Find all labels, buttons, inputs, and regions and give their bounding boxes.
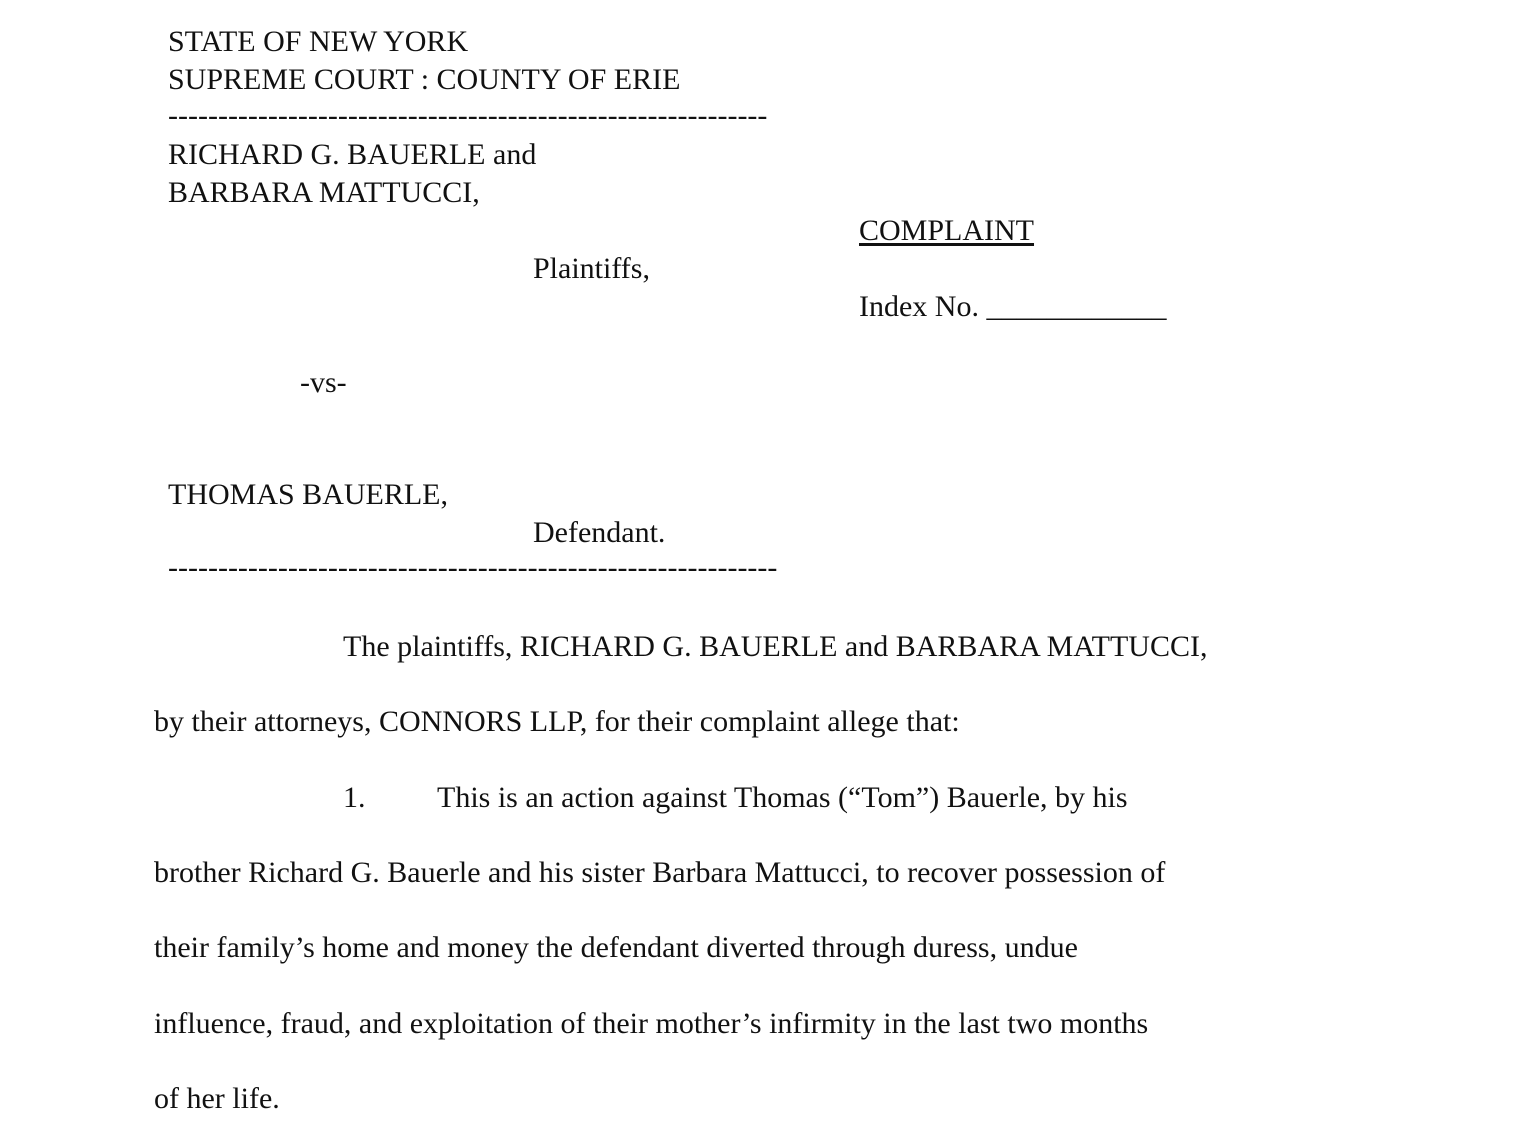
court-state: STATE OF NEW YORK — [168, 25, 469, 58]
intro-line1: The plaintiffs, RICHARD G. BAUERLE and BARBARA MATTUCCI, — [343, 630, 1208, 663]
versus-label: -vs- — [300, 366, 347, 399]
caption-divider-top: ------------------------------------------------------------ — [168, 99, 768, 132]
court-name: SUPREME COURT : COUNTY OF ERIE — [168, 63, 681, 96]
plaintiffs-label: Plaintiffs, — [533, 252, 650, 285]
plaintiff-names-line1: RICHARD G. BAUERLE and — [168, 138, 537, 171]
index-number: Index No. ____________ — [859, 290, 1167, 323]
paragraph1-line3: their family’s home and money the defendant diverted through duress, undue — [154, 931, 1078, 964]
paragraph1-line1: This is an action against Thomas (“Tom”) Bauerle, by his — [437, 781, 1128, 814]
intro-line2: by their attorneys, CONNORS LLP, for their complaint allege that: — [154, 705, 960, 738]
paragraph1-line5: of her life. — [154, 1082, 280, 1115]
paragraph-number: 1. — [343, 781, 366, 814]
caption-divider-bottom: ------------------------------------------------------------- — [168, 551, 778, 584]
defendant-name: THOMAS BAUERLE, — [168, 478, 449, 511]
paragraph1-line2: brother Richard G. Bauerle and his sister Barbara Mattucci, to recover possession of — [154, 856, 1166, 889]
plaintiff-names-line2: BARBARA MATTUCCI, — [168, 176, 480, 209]
paragraph1-line4: influence, fraud, and exploitation of their mother’s infirmity in the last two months — [154, 1007, 1149, 1040]
defendant-label: Defendant. — [533, 516, 666, 549]
document-title: COMPLAINT — [859, 214, 1035, 247]
